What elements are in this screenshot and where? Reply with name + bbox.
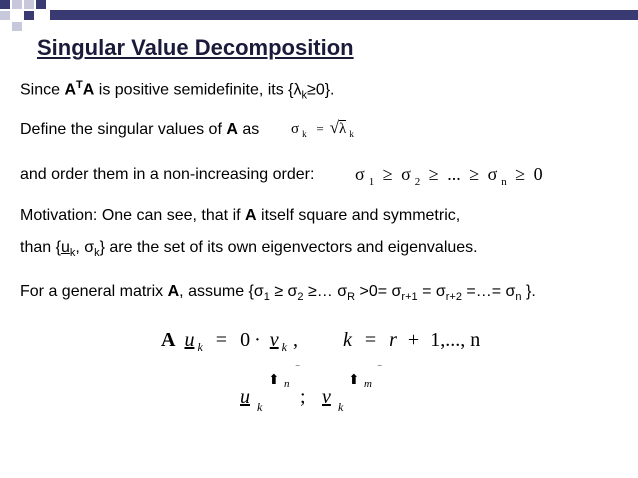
page-title: Singular Value Decomposition	[37, 35, 354, 60]
vector-space-equation: u k ⬆ n ‾ ; v k ⬆ m ‾	[240, 366, 382, 414]
header-rule	[50, 10, 638, 20]
arrow-icon: ⬆	[348, 373, 360, 388]
ordering-inequality: σ $_1$ ≥ σ $_2$ ≥ ... ≥ σ $_n$ ≥ 0	[355, 164, 543, 188]
null-space-equation: A u $_k$ = 0 · v $_k$ , k = r + 1,..., n	[161, 329, 481, 354]
text-line-3: and order them in a non-increasing order:	[20, 166, 315, 183]
decor-square	[12, 0, 22, 9]
text-line-2: Define the singular values of A as	[20, 121, 260, 138]
text-line-4: Motivation: One can see, that if A itself square and symmetric,	[20, 207, 461, 224]
text-line-6: For a general matrix A, assume {$\sigma_1 \ge \sigma_2$ ≥… $\sigma_R >0= \sigma_{r+1} = \sigma_{r+2}$ =…= $\sigma_n$ }.	[20, 283, 536, 304]
arrow-icon: ⬆	[268, 373, 280, 388]
decor-square	[12, 22, 22, 31]
decor-square	[24, 0, 34, 9]
text-line-5: than {$u_k$, $\sigma_k$} are the set of its own eigenvectors and eigenvalues.	[20, 239, 478, 260]
decor-square	[0, 11, 10, 20]
singular-value-definition: σ $_k$ = √λ $_k$	[291, 118, 354, 139]
decor-square	[24, 11, 34, 20]
decor-square	[36, 0, 46, 9]
sqrt-sign: √	[329, 118, 340, 137]
decor-square	[0, 0, 10, 9]
text-line-1: Since $A^TA$ is positive semidefinite, its $\{\lambda_k\ge 0\}$.	[20, 79, 335, 102]
